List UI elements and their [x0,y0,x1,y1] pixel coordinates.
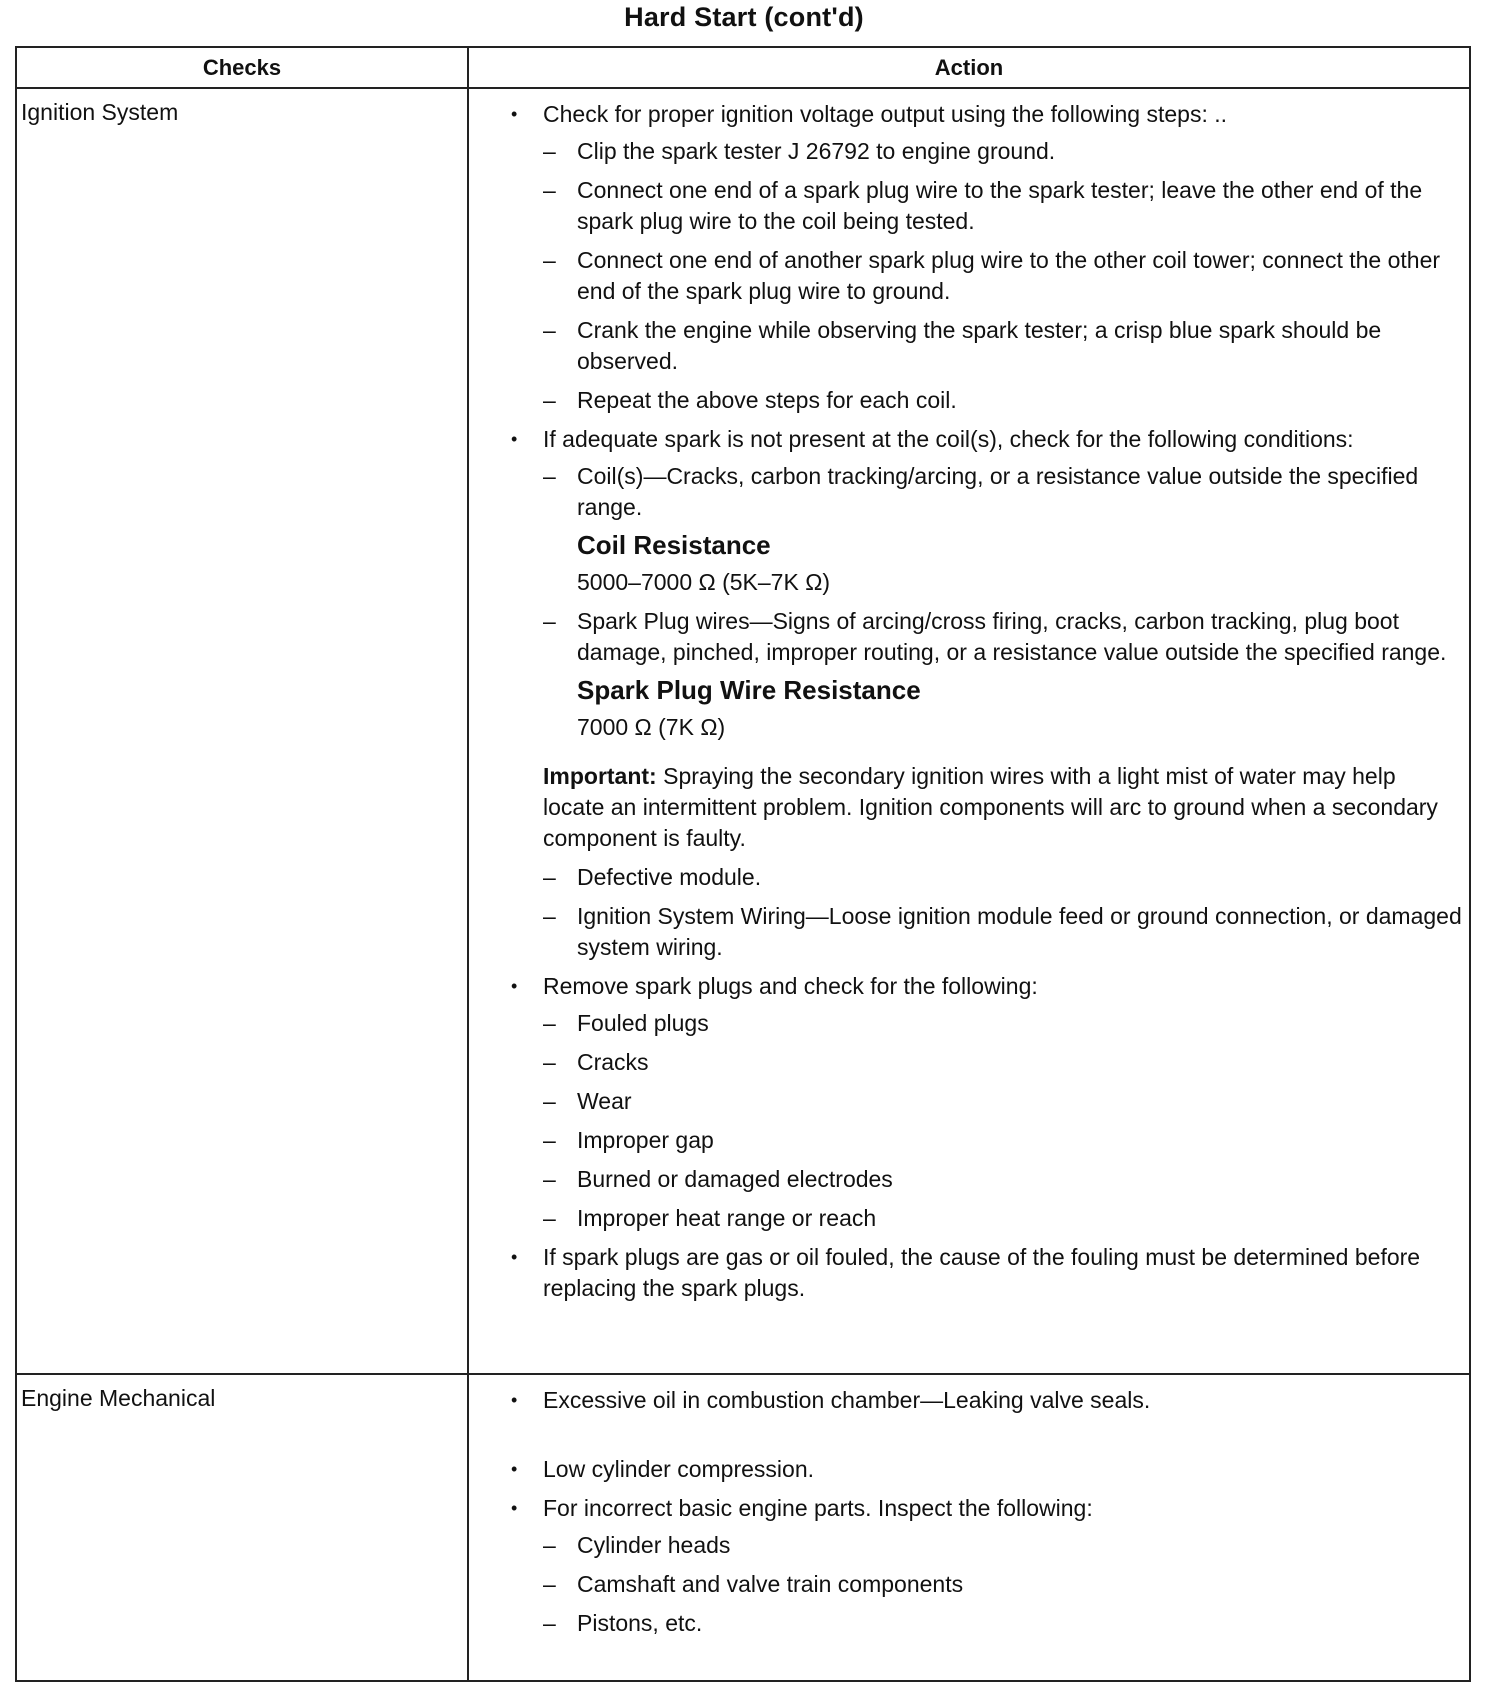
bullet-text: For incorrect basic engine parts. Inspect the following: [543,1495,1093,1521]
wire-resistance-heading: Spark Plug Wire Resistance [577,675,921,705]
action-ignition-system [468,88,1470,1374]
dash-item: – Crank the engine while observing the spark tester; a crisp blue spark should be observed. [543,315,1463,377]
dash-item: – Ignition System Wiring—Loose ignition module feed or ground connection, or damaged system wiring. [543,901,1463,963]
dash-item: – Repeat the above steps for each coil. [543,385,1463,416]
bullet-item [511,1242,1463,1304]
header-checks: Checks [16,47,468,88]
coil-resistance-heading: Coil Resistance [577,530,771,560]
table-row-engine-mechanical [16,1374,1470,1681]
bullet-item [511,1385,1463,1416]
coil-condition-text: Coil(s)—Cracks, carbon tracking/arcing, or a resistance value outside the specified range. [577,463,1419,520]
bullet-item [511,99,1463,416]
bullet-text: If spark plugs are gas or oil fouled, the cause of the fouling must be determined before replacing the spark plugs. [543,1244,1421,1301]
dash-item: – Cracks [543,1047,1463,1078]
check-engine-mechanical: Engine Mechanical [16,1374,468,1681]
dash-item: – Improper heat range or reach [543,1203,1463,1234]
bullet-item [511,1493,1463,1639]
coil-resistance-value: 5000–7000 Ω (5K–7K Ω) [577,569,831,595]
bullet-text: If adequate spark is not present at the coil(s), check for the following conditions: [543,426,1354,452]
table-row-ignition [16,88,1470,1374]
dash-item: – Cylinder heads [543,1530,1463,1561]
page-title: Hard Start (cont'd) [624,2,864,32]
bullet-text: Remove spark plugs and check for the following: [543,973,1038,999]
check-ignition-system: Ignition System [16,88,468,1374]
bullet-item [511,971,1463,1234]
dash-item: – Defective module. [543,862,1463,893]
important-text: Spraying the secondary ignition wires with a light mist of water may help locate an intermittent problem. Ignition components will arc to ground when a secondary component is faulty. [543,763,1438,851]
hard-start-table [15,46,1471,1682]
dash-item: – Connect one end of a spark plug wire to the spark tester; leave the other end of the spark plug wire to the coil being tested. [543,175,1463,237]
bullet-text: Low cylinder compression. [543,1456,815,1482]
dash-item [543,606,1463,743]
dash-item: – Camshaft and valve train components [543,1569,1463,1600]
bullet-item [511,424,1463,963]
wire-resistance-value: 7000 Ω (7K Ω) [577,714,726,740]
dash-item: – Fouled plugs [543,1008,1463,1039]
dash-item: – Wear [543,1086,1463,1117]
bullet-text: Check for proper ignition voltage output using the following steps: .. [543,101,1228,127]
dash-item: – Pistons, etc. [543,1608,1463,1639]
dash-item: – Connect one end of another spark plug wire to the other coil tower; connect the other end of the spark plug wire to ground. [543,245,1463,307]
dash-item [543,461,1463,598]
bullet-item [511,1454,1463,1485]
table-header-row [16,47,1470,88]
wire-condition-text: Spark Plug wires—Signs of arcing/cross firing, cracks, carbon tracking, plug boot damage, pinched, improper routing, or a resistance value outside the specified range. [577,608,1447,665]
dash-item: – Burned or damaged electrodes [543,1164,1463,1195]
dash-item: – Clip the spark tester J 26792 to engine ground. [543,136,1463,167]
header-action: Action [468,47,1470,88]
important-note [543,761,1463,854]
action-engine-mechanical [468,1374,1470,1681]
dash-item: – Improper gap [543,1125,1463,1156]
important-label: Important: [543,763,657,789]
bullet-text: Excessive oil in combustion chamber—Leaking valve seals. [543,1387,1151,1413]
